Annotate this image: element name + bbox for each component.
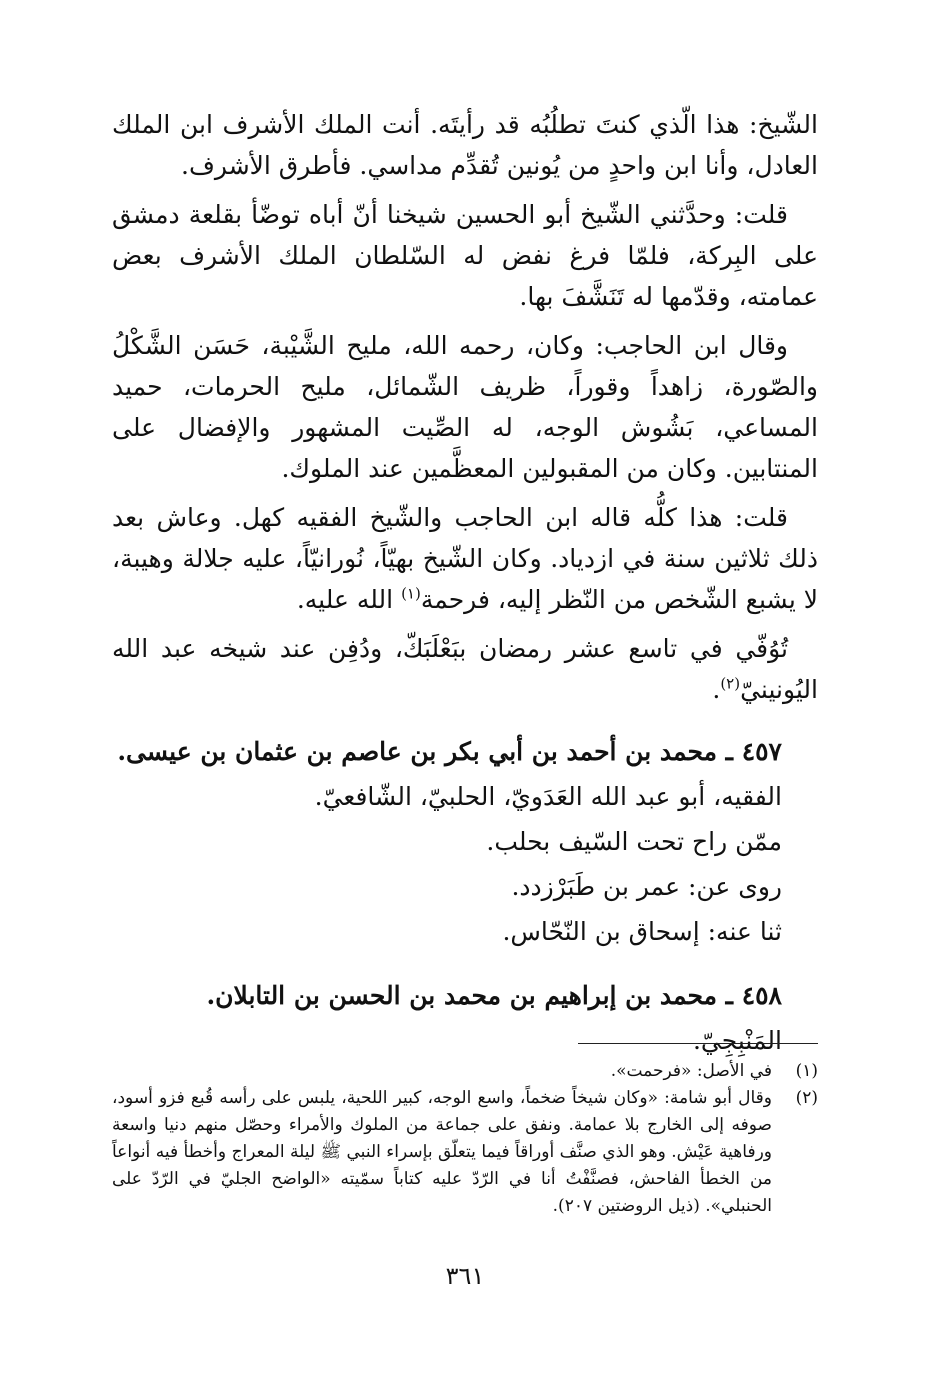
entry-457 — [112, 730, 818, 954]
entry-458 — [112, 974, 818, 1063]
footnote-1 — [112, 1058, 818, 1085]
paragraph-2: قلت: وحدَّثني الشّيخ أبو الحسين شيخنا أنّ أباه توضّأ بقلعة دمشق على البِركة، فلمّا فرغ نفض له السّلطان الملك الأشرف بعض عمامته، وقدّمها له تَنَشَّفَ بها. — [112, 200, 818, 311]
footnote-divider — [578, 1043, 818, 1044]
paragraph-3: وقال ابن الحاجب: وكان، رحمه الله، مليح الشَّيْبة، حَسَن الشَّكْلُ والصّورة، زاهداً وقوراً، ظريف الشّمائل، مليح الحرمات، حميد المساعي، بَشُوش الوجه، له الصِّيت المشهور والإفضال على المنتابين. وكان من المقبولين المعظَّمين عند الملوك. — [112, 331, 818, 483]
footnote-ref-2: (٢) — [720, 674, 741, 693]
entry-457-line: الفقيه، أبو عبد الله العَدَويّ، الحلبيّ، الشّافعيّ. — [314, 782, 782, 811]
paragraph-1: الشّيخ: هذا الّذي كنتَ تطلُبُه قد رأيتَه. أنت الملك الأشرف ابن الملك العادل، وأنا ابن واحدٍ من يُونين تُقدِّم مداسي. فأطرق الأشرف. — [112, 110, 818, 180]
page-number: ٣٦١ — [445, 1262, 485, 1290]
main-text — [112, 104, 818, 1063]
entry-457-line: ممّن راح تحت السّيف بحلب. — [486, 827, 782, 856]
footnote-1-text: في الأصل: «فرحمت». — [610, 1061, 772, 1081]
paragraph-4-text: قلت: هذا كلُّه قاله ابن الحاجب والشّيخ الفقيه كهل. وعاش بعد ذلك ثلاثين سنة في ازدياد. وكان الشّيخ بهيّاً، نُورانيّاً، عليه جلالة وهيبة، لا يشبع الشّخص من النّظر إليه، فرحمة — [112, 503, 818, 614]
footnote-ref-1: (١) — [401, 584, 421, 603]
footnotes — [112, 1058, 818, 1220]
paragraph-4-tail: الله عليه. — [296, 585, 402, 614]
footnote-2 — [112, 1085, 818, 1220]
paragraph-5 — [112, 628, 818, 710]
entry-458-heading: ٤٥٨ ـ محمد بن إبراهيم بن محمد بن الحسن بن التابلان. — [206, 981, 782, 1010]
paragraph-5-tail: . — [712, 675, 721, 704]
paragraph-5-text: تُوُفّي في تاسع عشر رمضان ببَعْلَبَكّ، ودُفِن عند شيخه عبد الله اليُونينيّ — [112, 634, 818, 704]
footnote-2-number: (٢) — [795, 1088, 818, 1108]
footnote-1-number: (١) — [795, 1061, 818, 1081]
entry-457-heading: ٤٥٧ ـ محمد بن أحمد بن أبي بكر بن عاصم بن عثمان بن عيسى. — [117, 737, 782, 766]
paragraph-4 — [112, 497, 818, 620]
entry-458-line: المَنْبِجِيّ. — [692, 1026, 782, 1055]
footnote-2-text: وقال أبو شامة: «وكان شيخاً ضخماً، واسع الوجه، كبير اللحية، يلبس على رأسه قُبع فزو أسود، صوفه إلى الخارج بلا عمامة. ونفق على جماعة من الملوك والأمراء وحصّل منهم دنيا واسعة ورفاهية عَيْش. وهو الذي صنَّف أوراقاً فيما يتعلّق بإسراء النبي ﷺ ليلة المعراج وأخطأ فيه أنواعاً من الخطأ الفاحش، فصنَّفْتُ أنا في الرّدّ عليه كتاباً سمّيته «الواضح الجليّ في الرّدّ على الحنبلي». (ذيل الروضتين ٢٠٧). — [112, 1088, 772, 1216]
entry-457-line: ثنا عنه: إسحاق بن النّحّاس. — [502, 917, 782, 946]
entry-457-line: روى عن: عمر بن طَبَرْزدد. — [511, 872, 782, 901]
